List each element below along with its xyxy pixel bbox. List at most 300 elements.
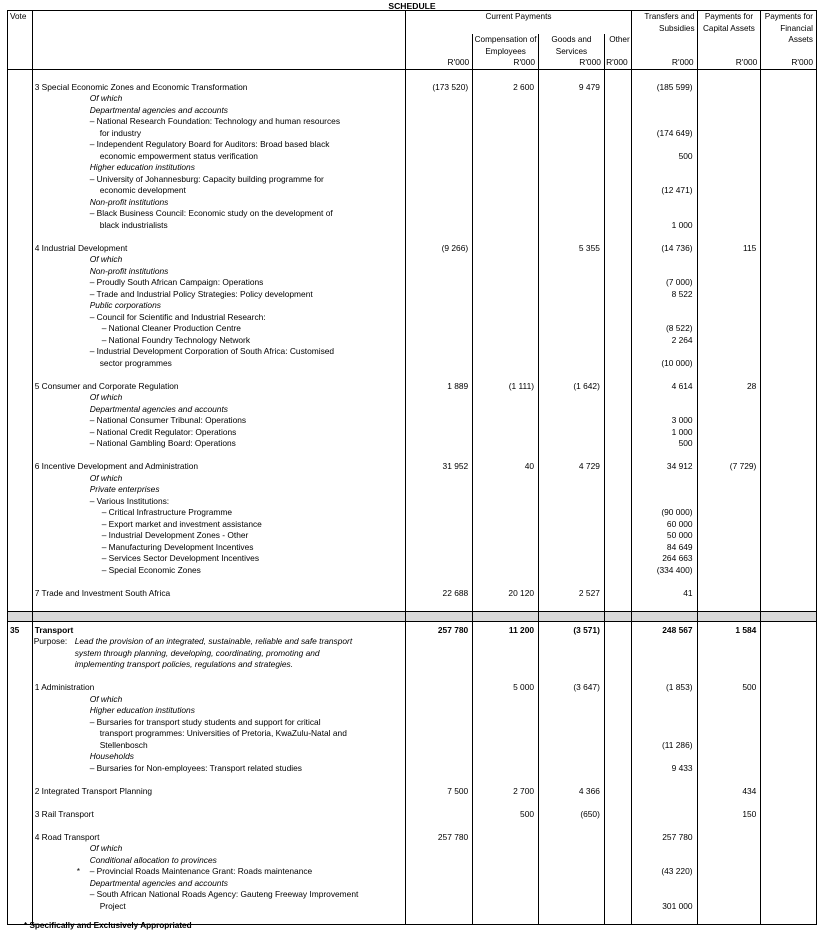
amount-empty [406, 809, 468, 821]
amount-empty [473, 705, 534, 717]
vote-total: 11 200 [508, 624, 535, 635]
vote-35-block [8, 621, 817, 924]
line-item-label: – Manufacturing Development Incentives [101, 541, 254, 552]
amount-value: 4 614 [671, 380, 693, 391]
line-item-label: – Special Economic Zones [101, 564, 201, 575]
amount-empty [539, 866, 600, 878]
amount-empty [473, 473, 534, 485]
amount-empty [632, 346, 693, 358]
amount-empty [605, 774, 627, 786]
compensation-header: Compensation of Employees [474, 35, 537, 56]
amount-value: 301 000 [662, 900, 693, 911]
amount-empty [605, 82, 627, 94]
amount-empty [473, 496, 534, 508]
line-item-label: Of which [89, 93, 123, 103]
amount-empty [698, 855, 757, 867]
amount-empty [605, 553, 627, 565]
amount-value: 1 000 [671, 219, 693, 230]
amount-empty [539, 694, 600, 706]
amount-empty [761, 648, 812, 660]
amount-empty [406, 553, 468, 565]
line-item-label: – Critical Infrastructure Programme [101, 507, 233, 517]
amount-empty [698, 254, 757, 266]
footnote: * Specifically and Exclusively Appropriated [24, 921, 192, 930]
amount-empty [761, 855, 812, 867]
amount-empty [761, 427, 812, 439]
amount-empty [632, 809, 693, 821]
line-item-label: black industrialists [99, 219, 168, 230]
amount-empty [605, 162, 627, 174]
amount-empty [473, 266, 534, 278]
amount-empty [605, 473, 627, 485]
amount-empty [698, 740, 757, 752]
line-item-label: 3 Special Economic Zones and Economic Transformation [34, 81, 248, 92]
line-item-label: Departmental agencies and accounts [89, 403, 228, 414]
line-item-label: Departmental agencies and accounts [89, 877, 228, 888]
amount-empty [761, 843, 812, 855]
amount-empty [605, 576, 627, 588]
amount-empty [605, 381, 627, 393]
amount-empty [406, 901, 468, 913]
amount-empty [406, 889, 468, 901]
amount-empty [761, 530, 812, 542]
amount-empty [539, 484, 600, 496]
amount-empty [605, 174, 627, 186]
amount-empty [473, 636, 534, 648]
amount-empty [539, 843, 600, 855]
amount-empty [539, 599, 600, 611]
amount-empty [698, 588, 757, 600]
amount-empty [698, 843, 757, 855]
amount-empty [473, 312, 534, 324]
amount-empty [406, 346, 468, 358]
line-item-label: 7 Trade and Investment South Africa [34, 587, 171, 598]
line-item-label: 5 Consumer and Corporate Regulation [34, 380, 179, 391]
purpose-line [33, 636, 406, 648]
amount-empty [406, 369, 468, 381]
amount-value: (7 729) [729, 461, 757, 471]
amount-empty [632, 105, 693, 117]
amount-value: (10 000) [661, 357, 693, 368]
amount-empty [406, 266, 468, 278]
line-item-label: Higher education institutions [89, 705, 195, 715]
spacer-line [33, 231, 406, 243]
amount-empty [406, 450, 468, 462]
amount-empty [605, 889, 627, 901]
amount-empty [473, 220, 534, 232]
amount-empty [406, 116, 468, 128]
amount-empty [406, 912, 468, 924]
amount-empty [473, 300, 534, 312]
amount-empty [605, 740, 627, 752]
amount-empty [605, 300, 627, 312]
unit-label: R'000 [406, 57, 473, 69]
amount-value: 2 264 [671, 334, 693, 345]
amount-empty [761, 820, 812, 832]
amount-empty [761, 174, 812, 186]
line-item-label: 3 Rail Transport [34, 808, 94, 819]
amount-empty [406, 682, 468, 694]
amount-empty [605, 625, 627, 637]
amount-empty [473, 450, 534, 462]
amount-empty [761, 717, 812, 729]
amount-empty [605, 565, 627, 577]
line-item-label: – South African National Roads Agency: Gauteng Freeway Improvement [89, 889, 359, 899]
vote-35-descriptions [32, 621, 406, 924]
amount-empty [473, 728, 534, 740]
amount-empty [473, 323, 534, 335]
amount-value: (1 642) [573, 380, 600, 391]
amount-empty [406, 705, 468, 717]
amount-empty [698, 128, 757, 140]
amount-empty [761, 484, 812, 496]
amount-empty [406, 866, 468, 878]
amount-empty [632, 484, 693, 496]
amount-empty [539, 105, 600, 117]
amount-value: 9 479 [578, 81, 600, 92]
amount-empty [761, 832, 812, 844]
amount-empty [539, 369, 600, 381]
amount-empty [698, 599, 757, 611]
amount-empty [605, 404, 627, 416]
line-item-label: economic development [99, 185, 186, 195]
amount-empty [761, 415, 812, 427]
unit-label: R'000 [539, 57, 605, 69]
amount-value: 34 912 [666, 461, 693, 471]
amount-empty [539, 415, 600, 427]
amount-empty [632, 231, 693, 243]
line-item-label: 4 Industrial Development [34, 242, 128, 253]
amount-empty [632, 786, 693, 798]
amount-empty [605, 809, 627, 821]
line-item-label: – Black Business Council: Economic study on the development of [89, 208, 333, 218]
amount-empty [605, 797, 627, 809]
amount-empty [406, 542, 468, 554]
amount-empty [406, 519, 468, 531]
line-item-label: Stellenbosch [99, 739, 148, 750]
amount-empty [632, 139, 693, 151]
amount-empty [605, 266, 627, 278]
amount-empty [406, 636, 468, 648]
amount-empty [632, 820, 693, 832]
amount-empty [406, 427, 468, 439]
amount-empty [698, 636, 757, 648]
vote-name: Transport [34, 624, 74, 635]
amount-empty [605, 866, 627, 878]
vote-34-descriptions [32, 69, 406, 611]
amount-empty [605, 717, 627, 729]
amount-empty [605, 728, 627, 740]
amount-empty [406, 231, 468, 243]
amount-empty [698, 346, 757, 358]
amount-empty [761, 797, 812, 809]
spacer-line [33, 576, 406, 588]
amount-value: 1 889 [447, 380, 469, 391]
amount-empty [473, 542, 534, 554]
amount-empty [539, 266, 600, 278]
amount-empty [473, 128, 534, 140]
amount-empty [539, 648, 600, 660]
amount-empty [761, 519, 812, 531]
amount-empty [632, 728, 693, 740]
amount-empty [473, 763, 534, 775]
amount-empty [473, 912, 534, 924]
amount-empty [406, 797, 468, 809]
amount-empty [761, 507, 812, 519]
line-item-label: Households [89, 751, 134, 761]
amount-empty [605, 220, 627, 232]
line-item-label: – Trade and Industrial Policy Strategies: Policy development [89, 288, 313, 299]
amount-empty [539, 751, 600, 763]
purpose-line [33, 659, 406, 671]
amount-value: (90 000) [661, 507, 693, 517]
amount-empty [632, 116, 693, 128]
amount-empty [473, 820, 534, 832]
financial-header: Payments for Financial Assets [761, 11, 817, 58]
amount-empty [539, 901, 600, 913]
amount-empty [698, 728, 757, 740]
amount-empty [539, 254, 600, 266]
amount-empty [605, 484, 627, 496]
line-item-label: – Council for Scientific and Industrial Research: [89, 311, 266, 322]
amount-empty [698, 519, 757, 531]
amount-empty [761, 231, 812, 243]
amount-empty [605, 878, 627, 890]
amount-empty [632, 450, 693, 462]
amount-empty [605, 901, 627, 913]
amount-empty [761, 588, 812, 600]
amount-empty [698, 530, 757, 542]
amount-empty [406, 151, 468, 163]
amount-value: 2 700 [513, 785, 535, 796]
amount-empty [698, 289, 757, 301]
amount-empty [761, 128, 812, 140]
line-item-label: Departmental agencies and accounts [89, 104, 228, 115]
amount-empty [698, 266, 757, 278]
amount-empty [761, 392, 812, 404]
amount-empty [698, 832, 757, 844]
amount-empty [761, 312, 812, 324]
amount-empty [473, 392, 534, 404]
amount-empty [539, 300, 600, 312]
line-item-label: – National Foundry Technology Network [101, 334, 251, 345]
line-item-label: sector programmes [99, 357, 172, 368]
amount-empty [698, 93, 757, 105]
amount-empty [473, 774, 534, 786]
amount-empty [406, 496, 468, 508]
amount-empty [698, 392, 757, 404]
amount-empty [539, 174, 600, 186]
amount-empty [539, 312, 600, 324]
amount-empty [761, 185, 812, 197]
amount-empty [539, 565, 600, 577]
amount-empty [761, 763, 812, 775]
amount-empty [698, 369, 757, 381]
amount-empty [698, 151, 757, 163]
amount-empty [632, 912, 693, 924]
amount-empty [761, 912, 812, 924]
amount-empty [539, 530, 600, 542]
amount-empty [473, 484, 534, 496]
amount-empty [473, 507, 534, 519]
amount-empty [605, 243, 627, 255]
amount-empty [605, 427, 627, 439]
line-item-label: – National Cleaner Production Centre [101, 323, 241, 333]
amount-value: (174 649) [656, 127, 693, 138]
amount-empty [539, 116, 600, 128]
line-item-label: 2 Integrated Transport Planning [34, 785, 153, 796]
amount-empty [406, 484, 468, 496]
amount-empty [605, 599, 627, 611]
amount-empty [406, 162, 468, 174]
amount-empty [473, 105, 534, 117]
amount-empty [473, 438, 534, 450]
vote-number: 35 [8, 621, 33, 924]
amount-empty [632, 473, 693, 485]
amount-empty [698, 542, 757, 554]
amount-empty [761, 705, 812, 717]
line-item-label: transport programmes: Universities of Pretoria, KwaZulu-Natal and [99, 728, 347, 738]
amount-empty [406, 220, 468, 232]
other-header: Other [604, 34, 631, 57]
amount-empty [406, 415, 468, 427]
amount-empty [761, 404, 812, 416]
amount-empty [406, 289, 468, 301]
amount-value: 3 000 [671, 415, 693, 425]
line-item-label: – Export market and investment assistance [101, 518, 262, 529]
amount-empty [605, 855, 627, 867]
amount-empty [605, 519, 627, 531]
line-item-label: Public corporations [89, 300, 161, 310]
amount-empty [761, 553, 812, 565]
amount-empty [406, 774, 468, 786]
amount-empty [473, 740, 534, 752]
vote-total: 257 780 [437, 624, 469, 635]
amount-empty [698, 174, 757, 186]
amount-empty [605, 254, 627, 266]
amount-empty [761, 728, 812, 740]
amount-empty [761, 358, 812, 370]
amount-empty [473, 335, 534, 347]
amount-empty [698, 496, 757, 508]
line-item-label: – Provincial Roads Maintenance Grant: Roads maintenance * [76, 866, 313, 876]
appropriation-star: * [76, 866, 80, 876]
amount-empty [761, 243, 812, 255]
line-item-label: Project [99, 900, 126, 911]
amount-value: 500 [678, 150, 693, 161]
goods-services-header: Goods and Services [539, 34, 605, 57]
amount-empty [605, 648, 627, 660]
purpose-text: system through planning, developing, coordinating, promoting and [74, 647, 320, 658]
amount-empty [406, 717, 468, 729]
amount-empty [761, 542, 812, 554]
amount-empty [473, 162, 534, 174]
amount-empty [698, 358, 757, 370]
amount-empty [632, 197, 693, 209]
amount-value: 40 [524, 461, 535, 471]
amount-empty [605, 786, 627, 798]
amount-value: (173 520) [432, 81, 469, 92]
amount-empty [698, 901, 757, 913]
amount-empty [406, 438, 468, 450]
amount-empty [539, 912, 600, 924]
amount-empty [406, 277, 468, 289]
amount-empty [605, 682, 627, 694]
amount-empty [698, 751, 757, 763]
amount-empty [761, 208, 812, 220]
amount-empty [761, 369, 812, 381]
amount-empty [761, 300, 812, 312]
amount-empty [406, 197, 468, 209]
amount-empty [605, 289, 627, 301]
line-item-label: Of which [89, 392, 123, 402]
amount-empty [473, 254, 534, 266]
amount-value: 31 952 [442, 461, 469, 471]
amount-empty [605, 751, 627, 763]
amount-empty [761, 105, 812, 117]
amount-empty [605, 369, 627, 381]
amount-value: (11 286) [661, 739, 693, 750]
amount-empty [632, 392, 693, 404]
amount-empty [406, 820, 468, 832]
amount-value: (43 220) [661, 866, 693, 876]
amount-empty [698, 648, 757, 660]
amount-empty [539, 151, 600, 163]
amount-empty [406, 599, 468, 611]
appropriation-table [7, 10, 817, 925]
line-item-label: Of which [89, 254, 123, 264]
amount-empty [473, 671, 534, 683]
amount-empty [761, 381, 812, 393]
amount-empty [539, 162, 600, 174]
amount-empty [605, 820, 627, 832]
amount-empty [698, 507, 757, 519]
amount-empty [605, 392, 627, 404]
amount-empty [761, 323, 812, 335]
amount-empty [632, 300, 693, 312]
amount-empty [473, 346, 534, 358]
amount-empty [605, 116, 627, 128]
amount-value: (650) [580, 808, 600, 819]
amount-empty [698, 763, 757, 775]
line-item-label: Of which [89, 693, 123, 704]
amount-empty [605, 507, 627, 519]
amount-empty [761, 289, 812, 301]
amount-empty [406, 358, 468, 370]
amount-empty [698, 82, 757, 94]
amount-empty [605, 208, 627, 220]
amount-empty [698, 553, 757, 565]
amount-empty [406, 878, 468, 890]
amount-empty [539, 705, 600, 717]
amount-empty [473, 878, 534, 890]
unit-label: R'000 [473, 57, 539, 69]
amount-empty [761, 266, 812, 278]
amount-value: 28 [747, 380, 757, 391]
amount-empty [539, 323, 600, 335]
amount-empty [539, 576, 600, 588]
amount-empty [761, 625, 812, 637]
amount-value: 257 780 [662, 831, 693, 842]
amount-empty [632, 174, 693, 186]
amount-empty [539, 335, 600, 347]
line-item-label: Of which [89, 843, 123, 853]
amount-empty [761, 878, 812, 890]
vote-34-block [8, 69, 817, 611]
amount-empty [473, 427, 534, 439]
amount-empty [632, 404, 693, 416]
amount-empty [406, 843, 468, 855]
